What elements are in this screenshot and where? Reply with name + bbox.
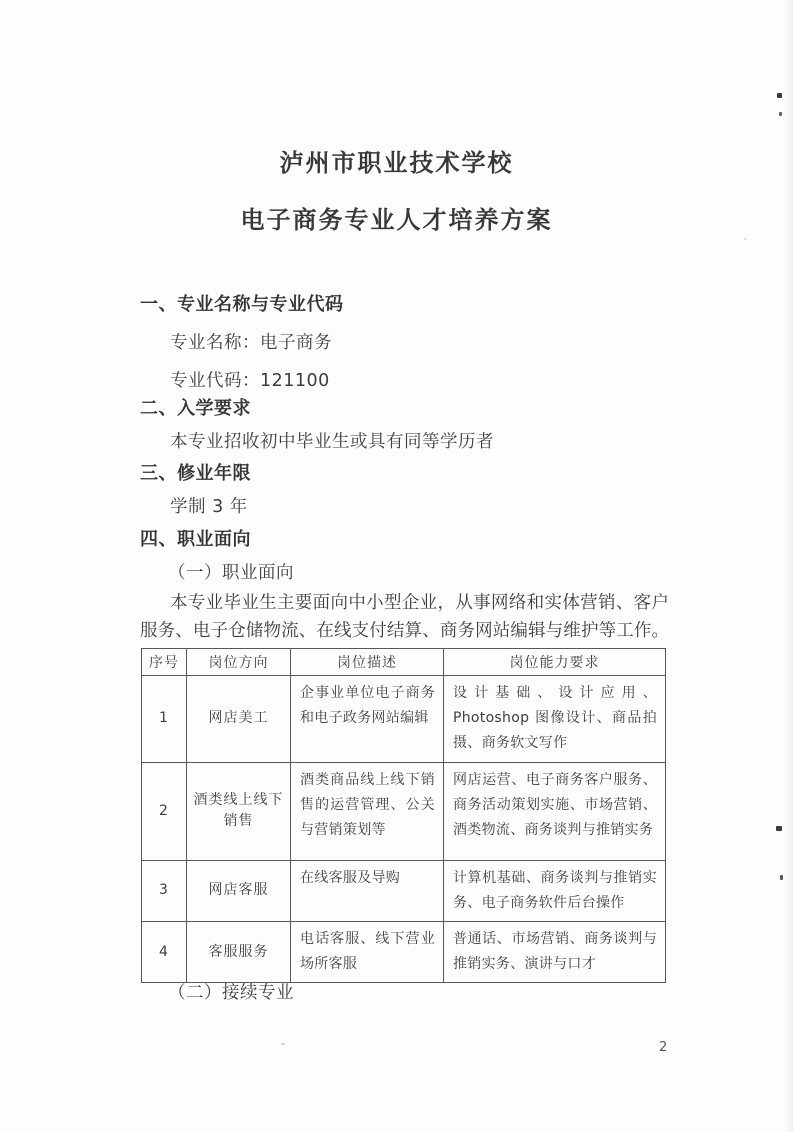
document-title: 电子商务专业人才培养方案 bbox=[240, 206, 553, 234]
cell-requirements: 设计基础、设计应用、Photoshop 图像设计、商品拍摄、商务软文写作 bbox=[444, 676, 666, 763]
cell-direction: 酒类线上线下销售 bbox=[187, 762, 291, 860]
cell-no: 4 bbox=[142, 921, 187, 982]
table-row bbox=[142, 921, 666, 982]
header-cell-direction: 岗位方向 bbox=[187, 649, 291, 676]
section-2-heading: 二、入学要求 bbox=[140, 398, 251, 419]
scan-speck bbox=[281, 1043, 285, 1045]
study-duration-text: 学制 3 年 bbox=[170, 497, 248, 517]
scan-speck bbox=[779, 112, 782, 116]
cell-description: 在线客服及导购 bbox=[291, 860, 444, 921]
major-code-line: 专业代码：121100 bbox=[170, 371, 330, 391]
scan-speck bbox=[777, 93, 782, 98]
cell-no: 3 bbox=[142, 860, 187, 921]
scan-speck bbox=[776, 826, 782, 831]
header-cell-description: 岗位描述 bbox=[291, 649, 444, 676]
section-4-heading: 四、职业面向 bbox=[140, 529, 251, 550]
cell-description: 企事业单位电子商务和电子政务网站编辑 bbox=[291, 676, 444, 763]
scan-speck bbox=[744, 238, 747, 240]
cell-no: 2 bbox=[142, 762, 187, 860]
cell-requirements: 网店运营、电子商务客户服务、商务活动策划实施、市场营销、酒类物流、商务谈判与推销实务 bbox=[444, 762, 666, 860]
career-sub-heading-1: （一）职业面向 bbox=[168, 563, 294, 583]
job-positions-table bbox=[141, 648, 666, 983]
page-number: 2 bbox=[659, 1040, 668, 1055]
section-1-heading: 一、专业名称与专业代码 bbox=[140, 294, 344, 315]
career-sub-heading-2: （二）接续专业 bbox=[168, 983, 294, 1003]
cell-description: 酒类商品线上线下销售的运营管理、公关与营销策划等 bbox=[291, 762, 444, 860]
table-header-row bbox=[142, 649, 666, 676]
cell-direction: 网店客服 bbox=[187, 860, 291, 921]
school-title: 泸州市职业技术学校 bbox=[279, 149, 514, 177]
scan-edge-shadow bbox=[784, 0, 793, 1132]
admission-requirement-text: 本专业招收初中毕业生或具有同等学历者 bbox=[170, 432, 494, 452]
section-3-heading: 三、修业年限 bbox=[140, 463, 251, 484]
scan-speck bbox=[780, 875, 783, 880]
table-row bbox=[142, 676, 666, 763]
cell-direction: 客服服务 bbox=[187, 921, 291, 982]
major-name-line: 专业名称：电子商务 bbox=[170, 333, 332, 353]
table-row bbox=[142, 860, 666, 921]
table-row bbox=[142, 762, 666, 860]
cell-requirements: 普通话、市场营销、商务谈判与推销实务、演讲与口才 bbox=[444, 921, 666, 982]
cell-requirements: 计算机基础、商务谈判与推销实务、电子商务软件后台操作 bbox=[444, 860, 666, 921]
career-paragraph-line-1: 本专业毕业生主要面向中小型企业，从事网络和实体营销、客户 bbox=[170, 593, 669, 613]
career-paragraph-line-2: 服务、电子仓储物流、在线支付结算、商务网站编辑与维护等工作。 bbox=[140, 621, 669, 641]
header-cell-requirements: 岗位能力要求 bbox=[444, 649, 666, 676]
cell-description: 电话客服、线下营业场所客服 bbox=[291, 921, 444, 982]
cell-direction: 网店美工 bbox=[187, 676, 291, 763]
header-cell-no: 序号 bbox=[142, 649, 187, 676]
cell-no: 1 bbox=[142, 676, 187, 763]
